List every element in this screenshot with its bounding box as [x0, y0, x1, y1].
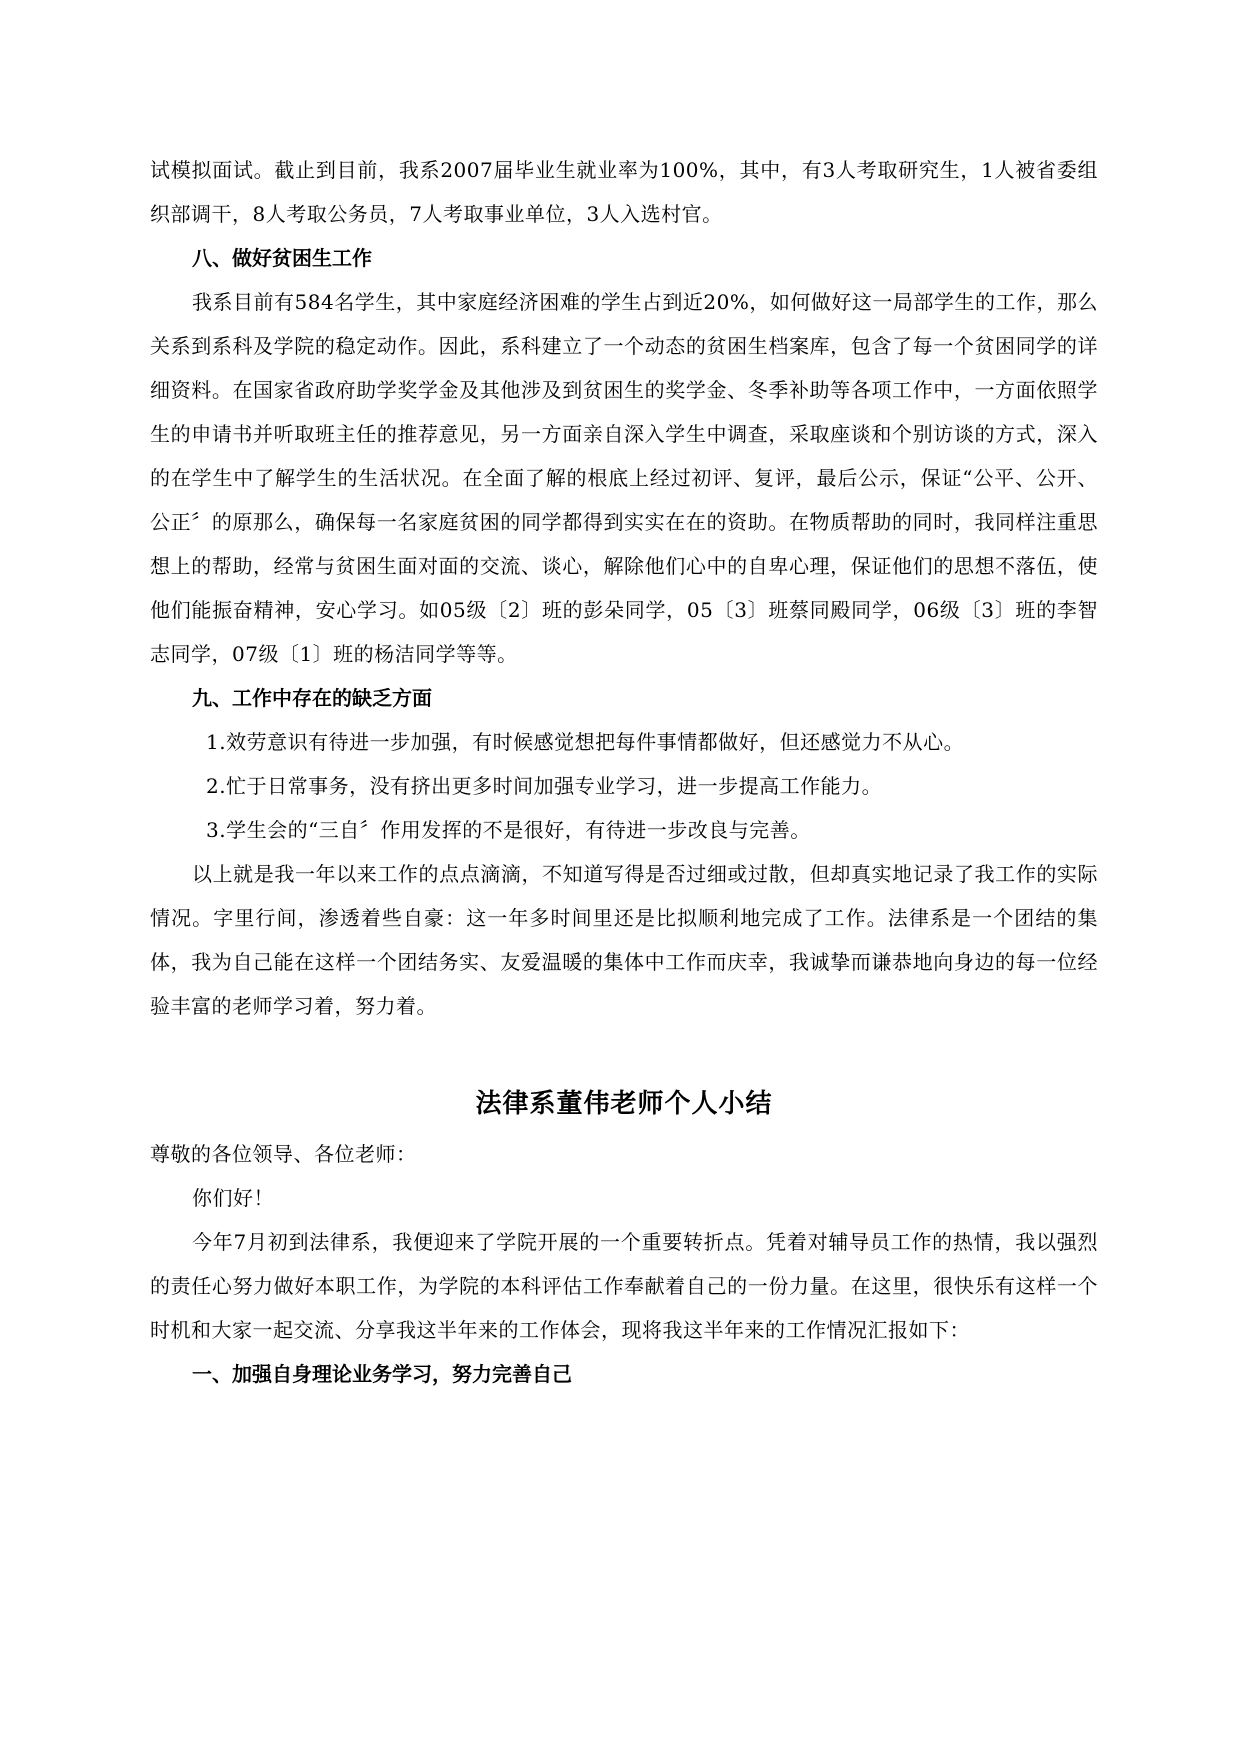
section9-heading: 九、工作中存在的缺乏方面 — [192, 686, 432, 710]
report-section1-heading: 一、加强自身理论业务学习，努力完善自己 — [192, 1362, 572, 1386]
section9-item-3: 3.学生会的“三自〞作用发挥的不是很好，有待进一步改良与完善。 — [206, 818, 811, 842]
section8-heading: 八、做好贫困生工作 — [192, 246, 372, 270]
section9-item-2: 2.忙于日常事务，没有挤出更多时间加强专业学习，进一步提高工作能力。 — [206, 774, 883, 798]
section9-item-1: 1.效劳意识有待进一步加强，有时候感觉想把每件事情都做好，但还感觉力不从心。 — [206, 730, 965, 754]
intro-paragraph: 今年7月初到法律系，我便迎来了学院开展的一个重要转折点。凭着对辅导员工作的热情，我以强烈的责任心努力做好本职工作，为学院的本科评估工作奉献着自己的一份力量。在这里，很快乐有这样一个时机和大家一起交流、分享我这半年来的工作体会，现将我这半年来的工作情况汇报如下： — [150, 1230, 1098, 1342]
section8-paragraph: 我系目前有584名学生，其中家庭经济困难的学生占到近20%，如何做好这一局部学生的工作，那么关系到系科及学院的稳定动作。因此，系科建立了一个动态的贫困生档案库，包含了每一个贫困同学的详细资料。在国家省政府助学奖学金及其他涉及到贫困生的奖学金、冬季补助等各项工作中，一方面依照学生的申请书并听取班主任的推荐意见，另一方面亲自深入学生中调查，采取座谈和个别访谈的方式，深入的在学生中了解学生的生活状况。在全面了解的根底上经过初评、复评，最后公示，保证“公平、公开、公正〞的原那么，确保每一名家庭贫困的同学都得到实实在在的资助。在物质帮助的同时，我同样注重思想上的帮助，经常与贫困生面对面的交流、谈心，解除他们心中的自卑心理，保证他们的思想不落伍，使他们能振奋精神，安心学习。如05级〔2〕班的彭朵同学，05〔3〕班蔡同殿同学，06级〔3〕班的李智志同学，07级〔1〕班的杨洁同学等等。 — [150, 290, 1098, 666]
closing-paragraph: 以上就是我一年以来工作的点点滴滴，不知道写得是否过细或过散，但却真实地记录了我工作的实际情况。字里行间，渗透着些自豪：这一年多时间里还是比拟顺利地完成了工作。法律系是一个团结的集体，我为自己能在这样一个团结务实、友爱温暖的集体中工作而庆幸，我诚挚而谦恭地向身边的每一位经验丰富的老师学习着，努力着。 — [150, 862, 1098, 1018]
document-page — [150, 148, 1098, 1396]
report-title: 法律系董伟老师个人小结 — [475, 1089, 773, 1119]
salutation: 尊敬的各位领导、各位老师： — [150, 1142, 417, 1166]
section7-tail-paragraph: 试模拟面试。截止到目前，我系2007届毕业生就业率为100%，其中，有3人考取研究生，1人被省委组织部调干，8人考取公务员，7人考取事业单位，3人入选村官。 — [150, 158, 1098, 226]
greeting: 你们好！ — [192, 1186, 274, 1210]
